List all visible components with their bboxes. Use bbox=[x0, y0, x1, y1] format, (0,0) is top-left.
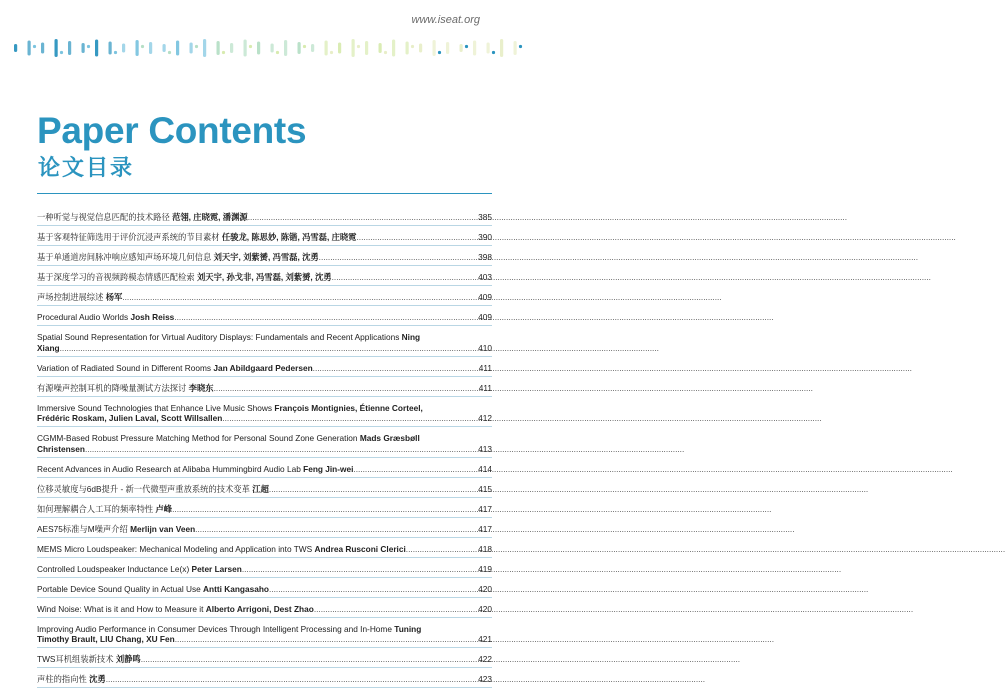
toc-entry-authors: 沈勇 bbox=[89, 674, 106, 684]
toc-entry-title: 声柱的指向性 bbox=[37, 674, 87, 684]
decorative-dot bbox=[217, 41, 220, 55]
toc-entry-leader-dots bbox=[106, 674, 478, 685]
toc-entry-leader-dots bbox=[141, 654, 478, 665]
toc-entry-page-number: 403 bbox=[478, 272, 492, 282]
toc-entry-authors: Jan Abildgaard Pedersen bbox=[213, 362, 313, 373]
toc-entry[interactable] bbox=[37, 427, 492, 458]
toc-entry-line bbox=[37, 272, 492, 283]
decorative-dot bbox=[55, 39, 58, 57]
toc-entry-leader-dots bbox=[172, 504, 478, 515]
toc-entry-title: 声场控制进展综述 bbox=[37, 292, 104, 302]
toc-entry-title: 基于单通道房间脉冲响应感知声场环境几何信息 bbox=[37, 252, 212, 262]
toc-entry-line bbox=[37, 252, 492, 263]
toc-entry-authors: 任骏龙, 陈思妙, 陈锴, 冯雪磊, 庄晓霓 bbox=[221, 232, 357, 242]
decorative-dot bbox=[68, 41, 71, 55]
decorative-dot bbox=[492, 51, 495, 54]
decorative-dot bbox=[257, 42, 260, 55]
decorative-dot bbox=[384, 51, 387, 54]
toc-entry-authors: Alberto Arrigoni, Dest Zhao bbox=[205, 603, 314, 614]
decorative-dot bbox=[122, 44, 125, 53]
toc-entry-authors: 范翎, 庄晓霓, 潘渊源 bbox=[172, 212, 248, 222]
toc-entry-page-number: 417 bbox=[478, 523, 492, 534]
toc-entry-page-number: 398 bbox=[478, 252, 492, 262]
toc-entry-second-line bbox=[37, 444, 492, 455]
site-url[interactable]: www.iseat.org bbox=[411, 14, 480, 26]
toc-entry-line bbox=[37, 504, 492, 515]
toc-entry-authors: Josh Reiss bbox=[130, 312, 175, 322]
toc-entry-first-line bbox=[37, 332, 492, 343]
decorative-dot bbox=[303, 45, 306, 48]
toc-entry-page-number: 420 bbox=[478, 603, 492, 614]
decorative-dot bbox=[222, 51, 225, 54]
toc-entry[interactable] bbox=[37, 377, 492, 397]
toc-entry-line bbox=[37, 604, 492, 615]
toc-entry-line bbox=[37, 312, 492, 323]
toc-entry-page-number: 413 bbox=[478, 443, 492, 454]
toc-entry-page-number: 410 bbox=[478, 342, 492, 353]
toc-entry-heading bbox=[37, 312, 174, 323]
toc-entry-leader-dots bbox=[406, 544, 478, 555]
table-of-contents bbox=[37, 206, 492, 688]
toc-entry-title: TWS耳机组装新技术 bbox=[37, 654, 114, 664]
decorative-dot bbox=[176, 41, 179, 56]
decorative-dot bbox=[411, 45, 414, 48]
decorative-dot bbox=[298, 42, 301, 54]
toc-entry-authors-continued: Timothy Brault, LIU Chang, XU Fen bbox=[37, 634, 175, 644]
toc-entry-page-number: 417 bbox=[478, 503, 492, 514]
decorative-dot bbox=[195, 45, 198, 48]
decorative-dot bbox=[419, 44, 422, 53]
toc-entry-authors-continued: Xiang bbox=[37, 342, 60, 353]
decorative-dot bbox=[500, 39, 503, 57]
toc-entry-heading bbox=[37, 252, 319, 263]
toc-entry-page-number: 390 bbox=[478, 232, 492, 242]
decorative-dot bbox=[163, 44, 166, 52]
toc-entry-authors: Feng Jin-wei bbox=[303, 463, 354, 474]
toc-entry-title: Portable Device Sound Quality in Actual Use bbox=[37, 583, 201, 594]
toc-entry-title: 基于客观特征筛选用于评价沉浸声系统的节目素材 bbox=[37, 232, 220, 242]
toc-entry[interactable] bbox=[37, 618, 492, 649]
toc-entry[interactable] bbox=[37, 518, 492, 538]
toc-entry-page-number: 422 bbox=[478, 654, 492, 664]
toc-entry[interactable] bbox=[37, 326, 492, 357]
toc-entry-leader-dots bbox=[85, 444, 478, 455]
toc-entry-title: 基于深度学习的音视频跨模态情感匹配检索 bbox=[37, 272, 195, 282]
toc-entry-second-line bbox=[37, 634, 492, 645]
toc-entry-heading bbox=[37, 654, 141, 665]
toc-entry[interactable] bbox=[37, 498, 492, 518]
toc-entry-page-number: 409 bbox=[478, 312, 492, 322]
toc-entry-first-line bbox=[37, 403, 492, 414]
toc-entry[interactable] bbox=[37, 266, 492, 286]
toc-entry-title: Wind Noise: What is it and How to Measure it bbox=[37, 603, 204, 614]
toc-entry-line bbox=[37, 484, 492, 495]
toc-entry-title: Spatial Sound Representation for Virtual Auditory Displays: Fundamentals and Recent Applications bbox=[37, 332, 400, 342]
toc-entry-title: 有源噪声控制耳机的降噪量测试方法探讨 bbox=[37, 382, 187, 393]
page-title-chinese: 论文目录 bbox=[38, 155, 135, 180]
toc-entry-line bbox=[37, 464, 492, 475]
toc-entry-page-number: 414 bbox=[478, 463, 492, 474]
toc-entry-line bbox=[37, 232, 492, 243]
toc-entry-line bbox=[37, 674, 492, 685]
toc-entry-leader-dots bbox=[175, 634, 478, 645]
toc-entry-authors: 刘天宇, 孙戈非, 冯雪磊, 刘紫赟, 沈勇 bbox=[196, 272, 332, 282]
toc-entry[interactable] bbox=[37, 578, 492, 598]
toc-entry-line bbox=[37, 524, 492, 535]
toc-entry-heading bbox=[37, 212, 248, 223]
toc-entry-second-line bbox=[37, 343, 492, 354]
decorative-dot bbox=[87, 45, 90, 48]
toc-entry-line bbox=[37, 584, 492, 595]
toc-entry-authors: Peter Larsen bbox=[191, 563, 242, 574]
toc-entry-authors: 李晓东 bbox=[188, 382, 214, 393]
decorative-dot bbox=[95, 40, 98, 57]
toc-entry[interactable] bbox=[37, 648, 492, 668]
toc-entry-title: Variation of Radiated Sound in Different Rooms bbox=[37, 362, 212, 373]
toc-entry-page-number: 420 bbox=[478, 583, 492, 594]
decorative-dot bbox=[473, 41, 476, 56]
toc-entry-line bbox=[37, 383, 492, 394]
toc-entry-authors: Tuning bbox=[394, 623, 422, 634]
toc-entry-page-number: 415 bbox=[478, 483, 492, 494]
decorative-dot bbox=[230, 43, 233, 53]
toc-entry-authors: 刘静鸣 bbox=[115, 654, 141, 664]
toc-entry-leader-dots bbox=[122, 292, 478, 303]
decorative-dot bbox=[311, 44, 314, 52]
toc-entry-leader-dots bbox=[222, 413, 478, 424]
toc-entry-heading bbox=[37, 383, 214, 394]
decorative-dot bbox=[284, 40, 287, 56]
decorative-dot bbox=[168, 51, 171, 54]
toc-entry-title: MEMS Micro Loudspeaker: Mechanical Modeling and Application into TWS bbox=[37, 543, 313, 554]
decorative-dot bbox=[514, 41, 517, 55]
toc-entry-page-number: 423 bbox=[478, 674, 492, 684]
toc-entry-title: Procedural Audio Worlds bbox=[37, 312, 129, 322]
decorative-dot bbox=[109, 42, 112, 55]
toc-entry-title: 如何理解耦合人工耳的频率特性 bbox=[37, 503, 154, 514]
decorative-dot bbox=[365, 41, 368, 55]
toc-entry[interactable] bbox=[37, 206, 492, 226]
decorative-dot-pattern bbox=[0, 34, 528, 62]
toc-entry-heading bbox=[37, 604, 314, 615]
decorative-dot bbox=[276, 51, 279, 54]
decorative-dot bbox=[249, 45, 252, 48]
decorative-dot bbox=[244, 40, 247, 57]
decorative-dot bbox=[271, 44, 274, 53]
page-title: Paper Contents bbox=[37, 110, 307, 151]
toc-entry-leader-dots bbox=[214, 383, 479, 394]
toc-entry-authors: Merlijn van Veen bbox=[130, 523, 196, 534]
toc-entry-authors-continued: Frédéric Roskam, Julien Laval, Scott Willsallen bbox=[37, 413, 223, 423]
toc-entry[interactable] bbox=[37, 226, 492, 246]
toc-entry-page-number: 419 bbox=[478, 563, 492, 574]
toc-entry-page-number: 385 bbox=[478, 212, 492, 222]
toc-entry-leader-dots bbox=[269, 584, 478, 595]
toc-entry-title: AES75标准与M噪声介绍 bbox=[37, 523, 128, 534]
decorative-dot bbox=[465, 45, 468, 48]
toc-entry-heading bbox=[37, 504, 172, 515]
toc-entry-authors: Andrea Rusconi Clerici bbox=[314, 543, 406, 554]
toc-entry-leader-dots bbox=[313, 363, 479, 374]
decorative-dot bbox=[519, 45, 522, 48]
toc-entry-page-number: 411 bbox=[478, 382, 492, 393]
toc-entry-line bbox=[37, 544, 492, 555]
toc-entry-authors: Antti Kangasaho bbox=[203, 583, 269, 594]
decorative-dot bbox=[406, 42, 409, 55]
toc-entry[interactable] bbox=[37, 598, 492, 618]
toc-entry-line bbox=[37, 564, 492, 575]
toc-entry-authors: 卢峰 bbox=[155, 503, 173, 514]
toc-entry-leader-dots bbox=[242, 564, 478, 575]
toc-entry-leader-dots bbox=[195, 524, 478, 535]
decorative-dot bbox=[60, 51, 63, 54]
toc-entry-heading bbox=[37, 272, 332, 283]
toc-entry[interactable] bbox=[37, 538, 492, 558]
toc-entry-leader-dots bbox=[319, 252, 478, 263]
toc-entry[interactable] bbox=[37, 357, 492, 377]
decorative-dot bbox=[487, 43, 490, 54]
decorative-dot bbox=[141, 45, 144, 48]
decorative-dot bbox=[14, 44, 17, 52]
decorative-dot bbox=[460, 44, 463, 52]
toc-entry-title: CGMM-Based Robust Pressure Matching Method for Personal Sound Zone Generation bbox=[37, 433, 358, 443]
toc-entry-title: Controlled Loudspeaker Inductance Le(x) bbox=[37, 563, 190, 574]
toc-entry-line bbox=[37, 292, 492, 303]
toc-entry-page-number: 418 bbox=[478, 543, 492, 554]
toc-entry-heading bbox=[37, 674, 106, 685]
toc-entry[interactable] bbox=[37, 558, 492, 578]
toc-entry-authors: 刘天宇, 刘紫赟, 冯雪磊, 沈勇 bbox=[213, 252, 319, 262]
title-divider bbox=[37, 193, 492, 194]
toc-entry-line bbox=[37, 212, 492, 223]
decorative-dot bbox=[136, 40, 139, 56]
decorative-dot bbox=[438, 51, 441, 54]
toc-entry-page-number: 411 bbox=[478, 362, 492, 373]
toc-entry-title: Recent Advances in Audio Research at Alibaba Hummingbird Audio Lab bbox=[37, 463, 301, 474]
toc-entry-title: 一种听觉与视觉信息匹配的技术路径 bbox=[37, 212, 170, 222]
toc-entry[interactable] bbox=[37, 286, 492, 306]
toc-entry-page-number: 409 bbox=[478, 292, 492, 302]
toc-entry[interactable] bbox=[37, 668, 492, 688]
toc-entry-heading bbox=[37, 363, 313, 374]
toc-entry-heading bbox=[37, 464, 353, 475]
toc-entry-second-line bbox=[37, 413, 492, 424]
decorative-dot bbox=[392, 40, 395, 57]
decorative-dot bbox=[41, 43, 44, 54]
toc-entry[interactable] bbox=[37, 246, 492, 266]
toc-entry-authors: François Montignies, Étienne Corteel, bbox=[274, 402, 423, 413]
decorative-dot bbox=[446, 42, 449, 54]
toc-entry[interactable] bbox=[37, 458, 492, 478]
toc-entry-leader-dots bbox=[356, 232, 478, 243]
toc-entry-title: Immersive Sound Technologies that Enhance Live Music Shows bbox=[37, 402, 273, 413]
toc-entry-heading bbox=[37, 232, 356, 243]
toc-entry-heading bbox=[37, 564, 242, 575]
decorative-dot bbox=[82, 43, 85, 53]
toc-entry-line bbox=[37, 654, 492, 665]
toc-entry-authors: Mads Græsbøll bbox=[359, 433, 420, 443]
toc-entry-authors: 江超 bbox=[252, 483, 269, 494]
decorative-dot bbox=[330, 51, 333, 54]
toc-entry-heading bbox=[37, 292, 122, 303]
decorative-dot bbox=[433, 40, 436, 56]
toc-entry-leader-dots bbox=[174, 312, 478, 323]
toc-entry-line bbox=[37, 363, 492, 374]
toc-entry-title: Improving Audio Performance in Consumer Devices Through Intelligent Processing and In-Home bbox=[37, 623, 392, 634]
decorative-dot bbox=[33, 45, 36, 48]
decorative-dot bbox=[149, 42, 152, 54]
toc-entry-heading bbox=[37, 524, 195, 535]
toc-entry-title: 位移灵敏度与6dB提升 - 新一代微型声重放系统的技术变革 bbox=[37, 483, 250, 494]
toc-entry-first-line bbox=[37, 624, 492, 635]
toc-entry-leader-dots bbox=[60, 343, 479, 354]
toc-entry-heading bbox=[37, 584, 269, 595]
toc-entry[interactable] bbox=[37, 478, 492, 498]
toc-entry-leader-dots bbox=[314, 604, 478, 615]
decorative-dot bbox=[357, 45, 360, 48]
toc-entry-leader-dots bbox=[248, 212, 478, 223]
toc-entry-authors: 杨军 bbox=[105, 292, 123, 302]
toc-entry[interactable] bbox=[37, 397, 492, 428]
toc-entry-first-line bbox=[37, 433, 492, 444]
decorative-dot bbox=[203, 39, 206, 57]
toc-entry-page-number: 421 bbox=[478, 634, 492, 644]
decorative-dot bbox=[352, 39, 355, 57]
toc-entry-leader-dots bbox=[332, 272, 479, 283]
decorative-dot bbox=[379, 43, 382, 53]
toc-entry-authors: Ning bbox=[401, 332, 421, 342]
decorative-dot bbox=[338, 43, 341, 54]
decorative-dot bbox=[114, 51, 117, 54]
toc-entry-page-number: 412 bbox=[478, 413, 492, 423]
decorative-dot bbox=[190, 43, 193, 54]
toc-entry-authors-continued: Christensen bbox=[37, 443, 85, 454]
toc-entry-leader-dots bbox=[269, 484, 478, 495]
toc-entry-heading bbox=[37, 484, 269, 495]
toc-entry-heading bbox=[37, 544, 406, 555]
toc-entry-leader-dots bbox=[353, 464, 478, 475]
decorative-dot bbox=[325, 41, 328, 56]
toc-entry[interactable] bbox=[37, 306, 492, 326]
decorative-dot bbox=[28, 41, 31, 56]
